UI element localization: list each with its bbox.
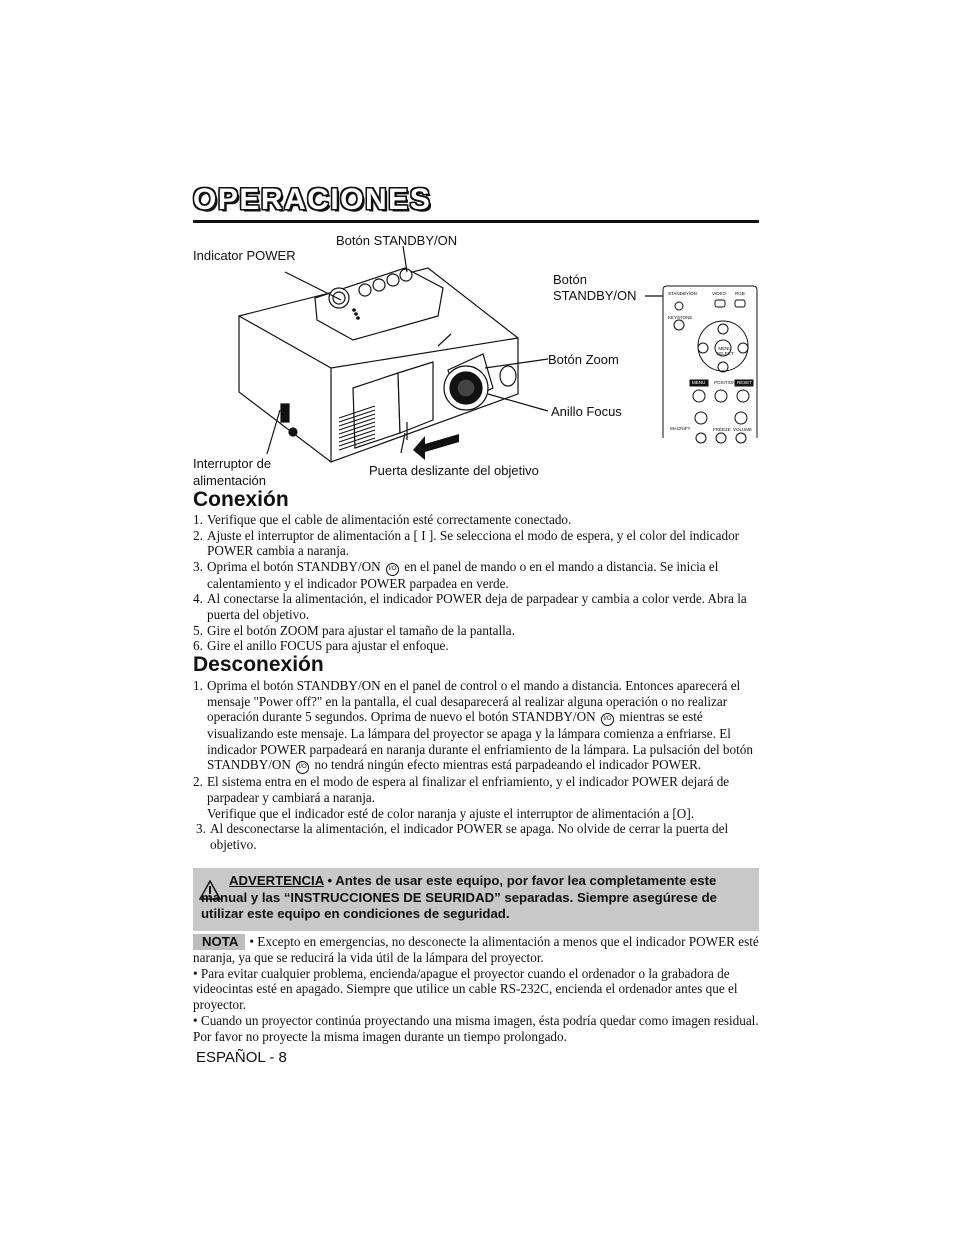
label-zoom-button: Botón Zoom xyxy=(548,352,619,367)
desconexion-heading: Desconexión xyxy=(193,653,324,676)
note-tag: NOTA xyxy=(193,934,245,950)
standby-symbol-icon: I/O xyxy=(386,563,399,576)
remote-reset-label: RESET xyxy=(737,380,753,385)
note-paragraph: • Cuando un proyector continúa proyectando una misma imagen, ésta podría quedar como imagen residual. Por favor no proyecte la misma imagen durante un tiempo prolongado. xyxy=(193,1012,759,1044)
projector-figure xyxy=(193,228,759,490)
list-item: 3. Oprima el botón STANDBY/ON I/O en el panel de mando o en el mando a distancia. Se inicia el calentamiento y el indicador POWER parpadea en verde. xyxy=(193,558,719,591)
label-lens-door: Puerta deslizante del objetivo xyxy=(369,463,539,478)
label-power-switch-2: alimentación xyxy=(193,473,266,488)
remote-volume-label: VOLUME xyxy=(733,427,753,432)
remote-freeze-label: FREEZE xyxy=(713,427,731,432)
remote-menu-label: MENU xyxy=(692,380,706,385)
remote-magnify-label: MAGNIFY xyxy=(670,426,691,431)
note-section xyxy=(193,934,759,1045)
desconexion-list xyxy=(193,678,759,852)
page-footer: ESPAÑOL - 8 xyxy=(196,1049,287,1066)
note-paragraph: • Para evitar cualquier problema, encienda/apague el proyector cuando el ordenador o la grabadora de videocintas esté en apagado. Siempre que utilice un cable RS-232C, encienda el ordenador antes que el proyector. xyxy=(193,965,738,1013)
remote-video-label: VIDEO xyxy=(712,291,727,296)
label-standby-button: Botón STANDBY/ON xyxy=(336,233,458,248)
list-item: 2. Ajuste el interruptor de alimentación a [ I ]. Se selecciona el modo de espera, y el color del indicador POWER cambia a naranja. xyxy=(193,527,740,559)
label-power-switch-1: Interruptor de xyxy=(193,456,272,471)
warning-box xyxy=(193,868,759,931)
conexion-list xyxy=(193,512,759,654)
remote-position-label: POSITION xyxy=(714,380,736,385)
warning-text: • Antes de usar este equipo, por favor lea completamente este manual y las “INSTRUCCIONES DE SEURIDAD” separadas. Siempre asegúrese de utilizar este equipo en condiciones de seguridad. xyxy=(201,873,717,921)
page-title: OPERACIONES xyxy=(193,183,432,216)
standby-symbol-icon: I/O xyxy=(601,713,614,726)
list-item: 3. Al desconectarse la alimentación, el indicador POWER se apaga. No olvide de cerrar la puerta del objetivo. xyxy=(196,821,729,852)
note-paragraph: • Excepto en emergencias, no desconecte la alimentación a menos que el indicador POWER esté naranja, ya que se reducirá la vida útil de la lámpara del proyector. xyxy=(193,934,759,965)
list-item: 4. Al conectarse la alimentación, el indicador POWER deja de parpadear y cambia a color verde. Abra la puerta del objetivo. xyxy=(193,591,747,622)
warning-label: ADVERTENCIA xyxy=(229,873,324,888)
remote-standby-label: STANDBY/ON xyxy=(668,291,697,296)
list-item: 1. Oprima el botón STANDBY/ON en el panel de control o el mando a distancia. Entonces aparecerá el mensaje "Power off?" en la pantalla, el cual desaparecerá al realizar alguna operación o no realizar operación durante 5 segundos. Oprima de nuevo el botón STANDBY/ON I/O mientras se esté visualizando este mensaje. La lámpara del proyector se apaga y la lámpara comienza a enfriarse. El indicador POWER parpadeará en naranja durante el enfriamiento de la lámpara. La pulsación del botón STANDBY/ON I/O no tendrá ningún efecto mientras está parpadeando el indicador POWER. xyxy=(193,678,753,773)
list-item: 2. El sistema entra en el modo de espera al finalizar el enfriamiento, y el indicador POWER dejará de parpadear y cambiará a naranja. Verifique que el indicador esté de color naranja y ajuste el interruptor de alimentación a [O]. xyxy=(193,774,730,821)
projector-illustration xyxy=(193,228,759,490)
list-item: 6. Gire el anillo FOCUS para ajustar el enfoque. xyxy=(193,638,449,654)
remote-keystone-label: KEYSTONE xyxy=(668,315,693,320)
conexion-heading: Conexión xyxy=(193,488,289,511)
title-rule xyxy=(193,220,759,223)
remote-rgb-label: RGB xyxy=(735,291,745,296)
label-power-indicator: Indicator POWER xyxy=(193,248,296,263)
label-remote-standby-1: Botón xyxy=(553,272,587,287)
remote-menu-select-label: MENU SELECT xyxy=(716,346,734,356)
label-remote-standby-2: STANDBY/ON xyxy=(553,288,637,303)
list-item: 5. Gire el botón ZOOM para ajustar el tamaño de la pantalla. xyxy=(193,622,515,638)
label-focus-ring: Anillo Focus xyxy=(551,404,622,419)
list-item: 1. Verifique que el cable de alimentación esté correctamente conectado. xyxy=(193,512,572,527)
standby-symbol-icon: I/O xyxy=(296,761,309,774)
